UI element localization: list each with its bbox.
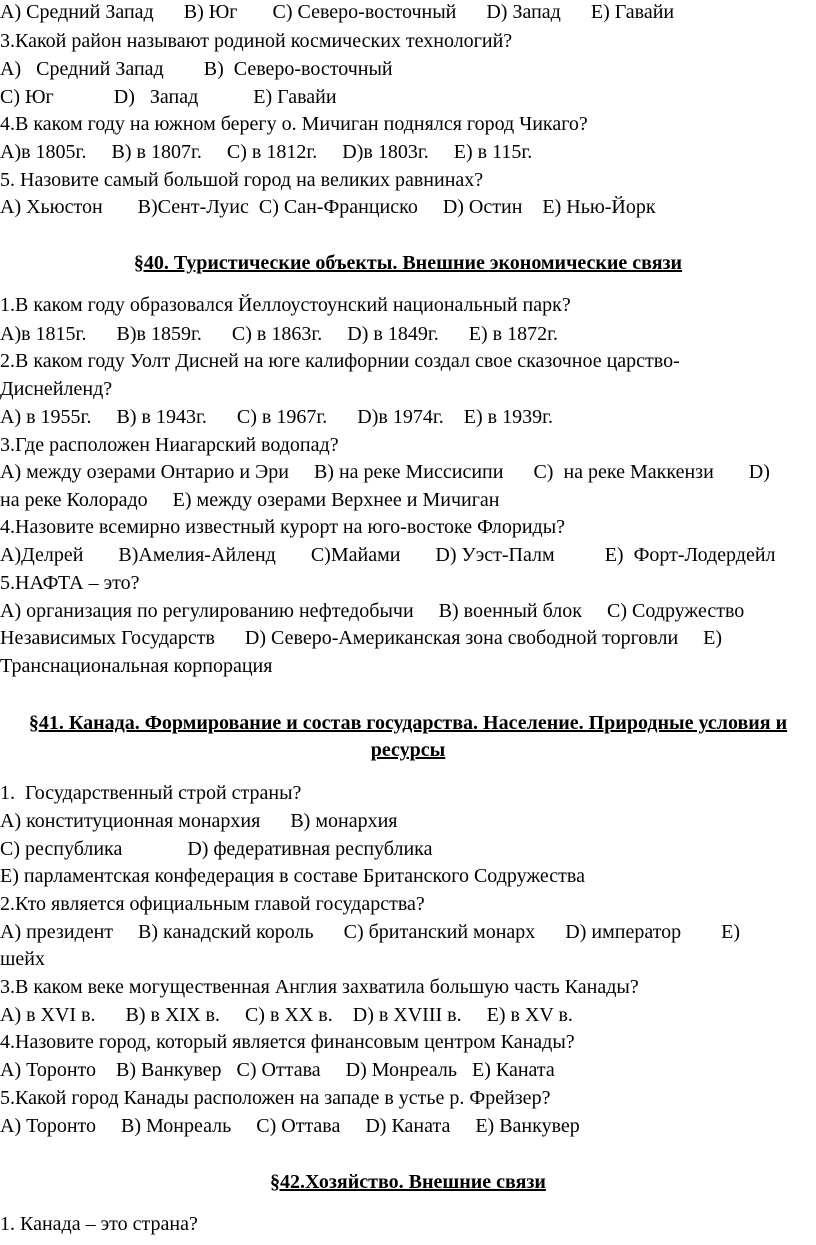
- s40-answers-3b: на реке Колорадо Е) между озерами Верхнее и Мичиган: [0, 489, 500, 511]
- s41-question-2: 2.Кто является официальным главой государства?: [0, 893, 425, 915]
- s40-question-1: 1.В каком году образовался Йеллоустоунский национальный парк?: [0, 294, 571, 316]
- s40-answers-1: А)в 1815г. В)в 1859г. С) в 1863г. D) в 1849г. Е) в 1872г.: [0, 323, 559, 345]
- s41-answers-5: А) Торонто В) Монреаль С) Оттава D) Каната Е) Ванкувер: [0, 1115, 580, 1137]
- answer-options-4: А)в 1805г. В) в 1807г. С) в 1812г. D)в 1803г. Е) в 115г.: [0, 141, 533, 163]
- s41-answers-3: А) в XVI в. В) в XIX в. С) в XX в. D) в XVIII в. Е) в XV в.: [0, 1004, 573, 1026]
- question-3: 3.Какой район называют родиной космических технологий?: [0, 30, 513, 52]
- s41-answers-2b: шейх: [0, 948, 45, 970]
- question-5: 5. Назовите самый большой город на великих равнинах?: [0, 169, 484, 191]
- s41-question-4: 4.Назовите город, который является финансовым центром Канады?: [0, 1031, 575, 1053]
- answer-options-2: А) Средний Запад В) Юг С) Северо-восточный D) Запад Е) Гавайи: [0, 1, 675, 23]
- s40-answers-5b: Независимых Государств D) Северо-Американская зона свободной торговли Е): [0, 627, 723, 649]
- s41-question-1: 1. Государственный строй страны?: [0, 782, 302, 804]
- s42-question-1: 1. Канада – это страна?: [0, 1213, 198, 1235]
- section-heading-42: §42.Хозяйство. Внешние связи: [270, 1171, 546, 1193]
- s41-question-5: 5.Какой город Канады расположен на западе в устье р. Фрейзер?: [0, 1087, 551, 1109]
- s40-question-4: 4.Назовите всемирно известный курорт на юго-востоке Флориды?: [0, 516, 566, 538]
- s41-answers-1b: С) республика D) федеративная республика: [0, 838, 433, 860]
- s40-answers-5a: А) организация по регулированию нефтедобычи В) военный блок С) Содружество: [0, 600, 745, 622]
- s40-question-2: 2.В каком году Уолт Дисней на юге калифорнии создал свое сказочное царство-: [0, 350, 680, 372]
- s41-answers-1c: Е) парламентская конфедерация в составе Британского Содружества: [0, 865, 585, 887]
- section-heading-41: §41. Канада. Формирование и состав государства. Население. Природные условия и: [28, 712, 788, 734]
- s40-answers-4: А)Делрей В)Амелия-Айленд С)Майами D) Уэст-Палм Е) Форт-Лодердейл: [0, 544, 776, 566]
- s40-answers-2: А) в 1955г. В) в 1943г. С) в 1967г. D)в 1974г. Е) в 1939г.: [0, 406, 554, 428]
- s40-answers-3a: А) между озерами Онтарио и Эри В) на реке Миссисипи С) на реке Маккензи D): [0, 461, 770, 483]
- s40-answers-5c: Транснациональная корпорация: [0, 655, 273, 677]
- s40-question-2-cont: Диснейленд?: [0, 378, 113, 400]
- s41-answers-1a: А) конституционная монархия В) монархия: [0, 810, 398, 832]
- section-heading-40: §40. Туристические объекты. Внешние экономические связи: [133, 252, 683, 274]
- question-4: 4.В каком году на южном берегу о. Мичиган поднялся город Чикаго?: [0, 113, 588, 135]
- answer-options-3b: С) Юг D) Запад Е) Гавайи: [0, 86, 337, 108]
- s41-answers-2a: А) президент В) канадский король С) британский монарх D) император Е): [0, 921, 741, 943]
- section-heading-41-cont: ресурсы: [370, 739, 446, 761]
- s41-question-3: 3.В каком веке могущественная Англия захватила большую часть Канады?: [0, 976, 639, 998]
- answer-options-5: А) Хьюстон В)Сент-Луис С) Сан-Франциско D) Остин Е) Нью-Йорк: [0, 196, 656, 218]
- s40-question-5: 5.НАФТА – это?: [0, 572, 140, 594]
- s41-answers-4: А) Торонто В) Ванкувер С) Оттава D) Монреаль Е) Каната: [0, 1059, 555, 1081]
- answer-options-3a: А) Средний Запад В) Северо-восточный: [0, 58, 393, 80]
- s40-question-3: 3.Где расположен Ниагарский водопад?: [0, 434, 339, 456]
